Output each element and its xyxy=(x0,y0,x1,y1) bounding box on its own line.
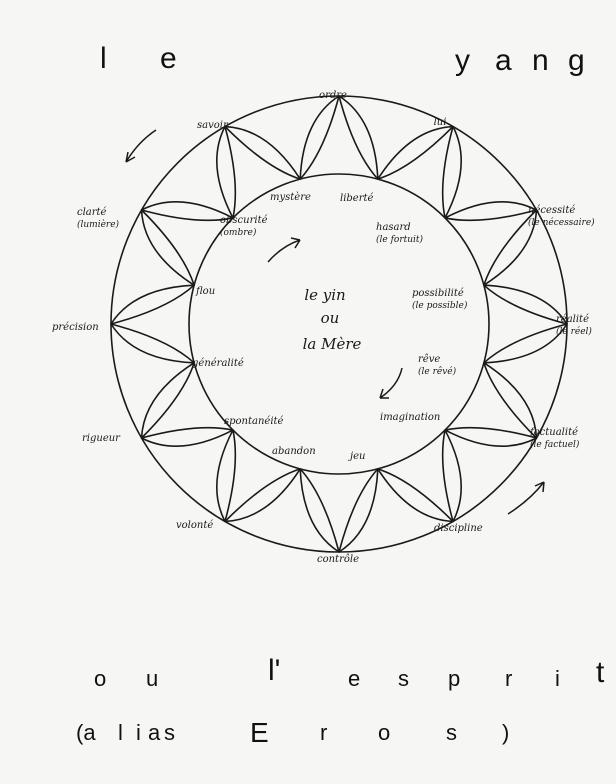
inner-label: flou xyxy=(196,286,216,297)
bottom2-letter-o: o xyxy=(378,720,391,745)
center-line-1: le yin xyxy=(304,286,346,304)
outer-petal xyxy=(217,430,300,521)
outer-label: rigueur xyxy=(82,433,120,444)
inner-label: rêve xyxy=(418,354,441,365)
inner-label: possibilité xyxy=(412,288,464,299)
outer-label: ordre xyxy=(319,90,347,101)
outer-label: discipline xyxy=(434,523,483,534)
outer-petal xyxy=(111,285,194,363)
outer-label: réalité xyxy=(556,314,589,325)
inner-label: liberté xyxy=(340,193,374,204)
bottom2-letter-open: (a xyxy=(76,720,96,745)
arrow-bottom-right-icon xyxy=(508,482,544,514)
outer-label-sub: (le nécessaire) xyxy=(528,218,595,228)
outer-label: factualité xyxy=(530,427,579,438)
bottom-letter-e: e xyxy=(348,666,361,691)
bottom-letter-t: t xyxy=(596,656,605,689)
outer-label: lui xyxy=(433,117,447,128)
bottom2-letter-r: r xyxy=(320,720,328,745)
bottom2-letter-E: E xyxy=(250,717,269,748)
bottom2-letter-s: s xyxy=(164,720,175,745)
inner-label-sub: (le possible) xyxy=(412,301,468,311)
title-letter-e: e xyxy=(160,42,177,75)
inner-label: mystère xyxy=(270,192,311,203)
inner-label: jeu xyxy=(350,451,366,462)
bottom-letter-o: o xyxy=(94,666,107,691)
bottom-letter-l: l' xyxy=(268,654,281,687)
bottom2-letter-i: i xyxy=(136,720,141,745)
bottom-letter-p: p xyxy=(448,666,461,691)
bottom-letter-u: u xyxy=(146,666,159,691)
inner-petal xyxy=(111,210,194,324)
outer-petal xyxy=(378,430,461,521)
outer-label: contrôle xyxy=(317,554,359,565)
arrow-inner-bottom-icon xyxy=(380,368,402,398)
title-letter-y: y xyxy=(455,44,470,77)
bottom-letter-s: s xyxy=(398,666,409,691)
outer-label: clarté xyxy=(77,207,107,218)
outer-petal xyxy=(445,363,536,446)
outer-petal xyxy=(445,202,536,285)
inner-label-sub: (le rêvé) xyxy=(418,367,457,377)
concept-labels xyxy=(52,90,595,565)
inner-petal xyxy=(339,96,453,179)
outer-petal xyxy=(217,127,300,218)
outer-label: volonté xyxy=(176,520,214,531)
bottom-letter-r: r xyxy=(505,666,513,691)
outer-label: nécessité xyxy=(528,205,576,216)
outer-label-sub: (le factuel) xyxy=(530,440,580,450)
bottom2-letter-l: l xyxy=(118,720,123,745)
outer-petal xyxy=(484,285,567,363)
outer-petal xyxy=(300,96,378,179)
inner-label: généralité xyxy=(192,358,244,369)
outer-petal xyxy=(142,363,233,446)
inner-petal xyxy=(142,127,236,221)
bottom2-letter-close: ) xyxy=(502,720,510,745)
inner-label-sub: (le fortuit) xyxy=(376,235,424,245)
outer-label: savoir xyxy=(197,120,228,131)
title-letter-n: n xyxy=(532,44,549,77)
bottom-letter-i: i xyxy=(555,666,560,691)
outer-label-sub: (le réel) xyxy=(556,327,592,337)
arrow-top-left-icon xyxy=(126,130,156,162)
inner-label: hasard xyxy=(376,222,411,233)
center-line-2: ou xyxy=(320,309,340,327)
title-letter-l: l xyxy=(100,42,107,75)
bottom2-letter-s2: s xyxy=(446,720,457,745)
outer-label: précision xyxy=(52,322,99,333)
title-bottom xyxy=(76,654,605,748)
outer-petal xyxy=(300,469,378,552)
inner-petal xyxy=(443,127,537,221)
inner-petal xyxy=(339,469,453,552)
inner-label-sub: (ombre) xyxy=(220,228,257,238)
inner-petal xyxy=(111,324,194,438)
inner-label: spontanéité xyxy=(224,416,284,427)
inner-petal xyxy=(225,96,339,179)
outer-petal xyxy=(378,127,461,218)
arrow-inner-top-icon xyxy=(268,238,300,262)
inner-label: imagination xyxy=(380,412,441,423)
inner-label: abandon xyxy=(272,446,316,457)
title-letter-g: g xyxy=(568,44,585,77)
inner-petal xyxy=(443,428,537,522)
title-letter-a: a xyxy=(495,44,512,77)
inner-label: obscurité xyxy=(220,215,268,226)
center-text xyxy=(303,286,362,353)
outer-label-sub: (lumière) xyxy=(77,220,120,230)
bottom2-letter-a: a xyxy=(148,720,161,745)
title-top xyxy=(100,42,585,77)
inner-petal xyxy=(142,428,236,522)
inner-petal xyxy=(225,469,339,552)
inner-petal xyxy=(484,324,567,438)
center-line-3: la Mère xyxy=(302,335,362,353)
